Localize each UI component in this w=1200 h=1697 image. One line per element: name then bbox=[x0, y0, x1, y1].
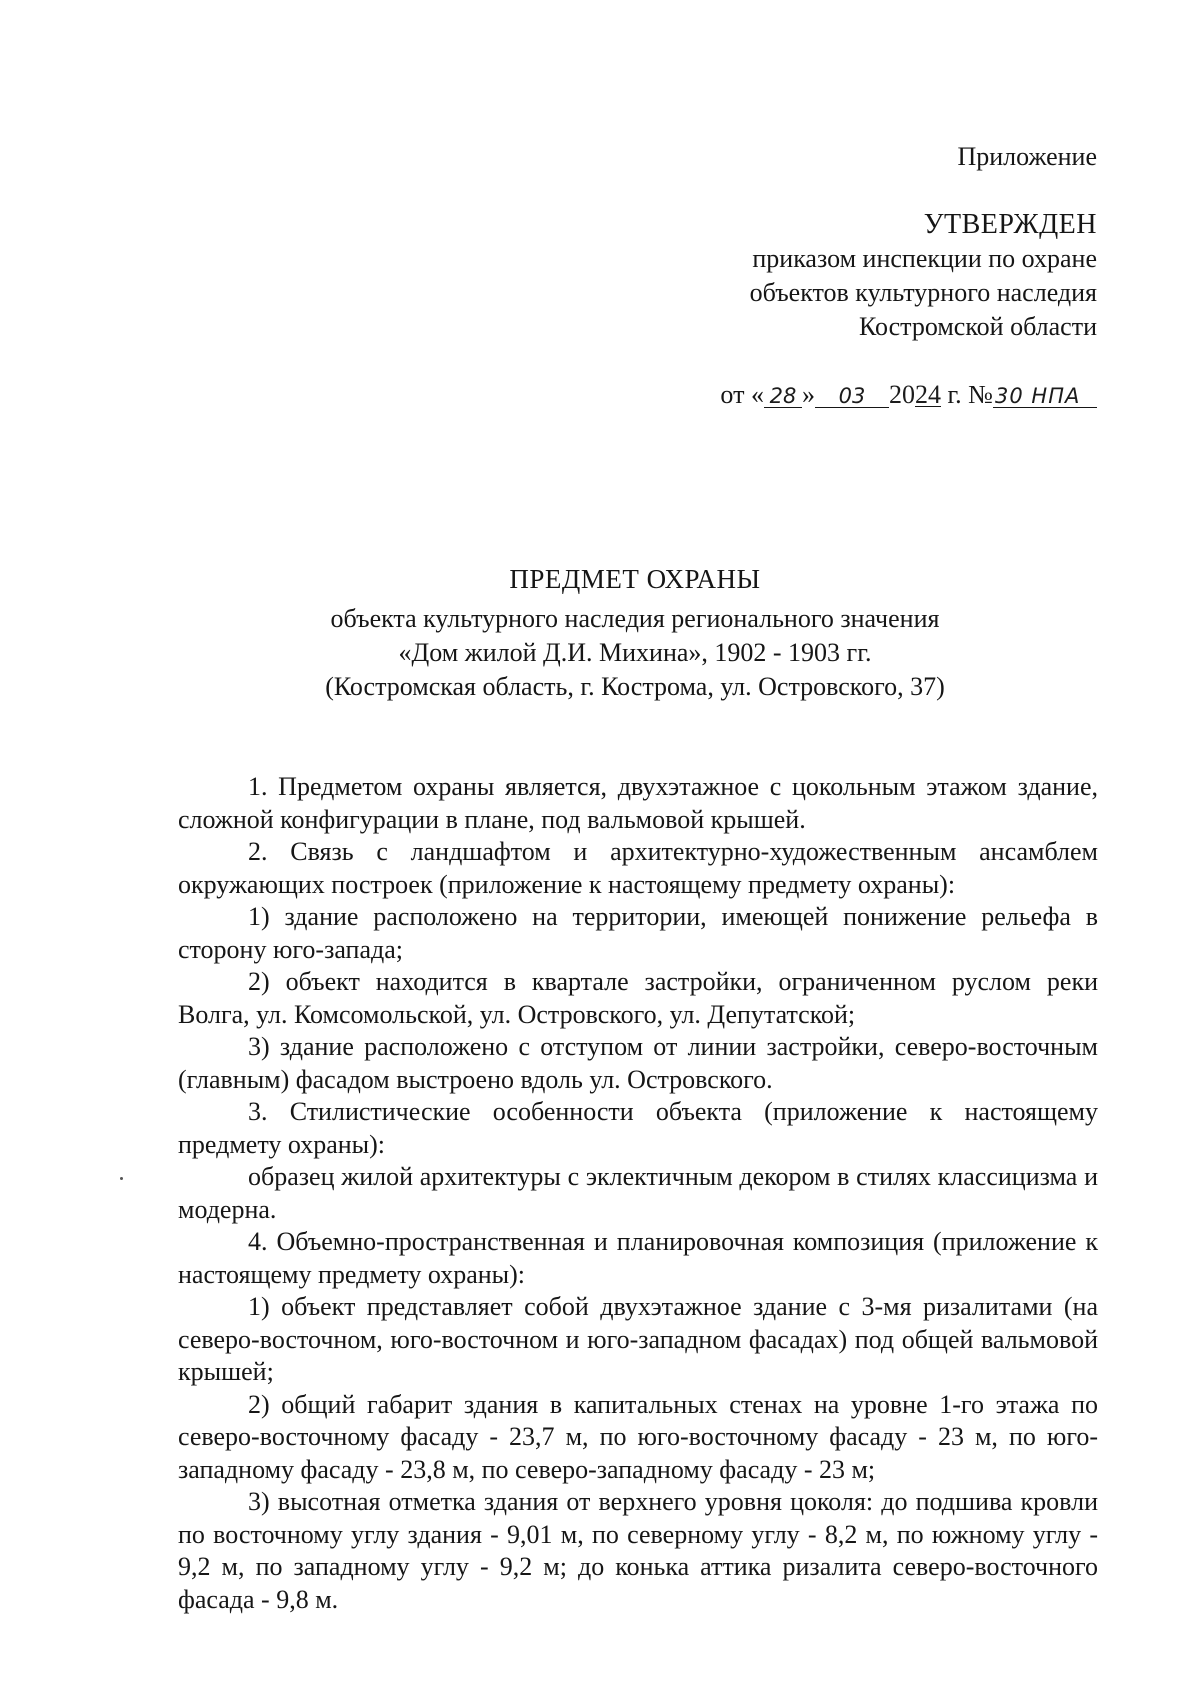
date-mid: » bbox=[801, 380, 815, 409]
document-body bbox=[178, 771, 1098, 1616]
approved-label: УТВЕРЖДЕН bbox=[923, 209, 1097, 240]
document-heading: ПРЕДМЕТ ОХРАНЫ bbox=[509, 564, 761, 594]
handwritten-month: 03 bbox=[815, 385, 889, 408]
year-end: 24 bbox=[914, 380, 941, 409]
approved-by-line: приказом инспекции по охране bbox=[752, 244, 1097, 273]
scan-speck bbox=[120, 1177, 123, 1180]
order-date-line bbox=[537, 378, 1097, 412]
paragraph: 1) объект представляет собой двухэтажное здание с 3-мя ризалитами (на северо-восточном, юго-восточном и юго-западном фасадах) под общей вальмовой крышей; bbox=[178, 1292, 1098, 1386]
approved-by-line: объектов культурного наследия bbox=[749, 278, 1097, 307]
paragraph: 1. Предметом охраны является, двухэтажное с цокольным этажом здание, сложной конфигурации в плане, под вальмовой крышей. bbox=[178, 772, 1098, 834]
approval-block bbox=[537, 140, 1097, 412]
approved-by-line: Костромской области bbox=[858, 312, 1097, 341]
title-line: «Дом жилой Д.И. Михина», 1902 - 1903 гг. bbox=[398, 638, 872, 667]
paragraph: 2) общий габарит здания в капитальных стенах на уровне 1-го этажа по северо-восточному фасаду - 23,7 м, по юго-восточному фасаду - 23 м, по юго-западному фасаду - 23,8 м, по северо-западному фасаду - 23 м; bbox=[178, 1389, 1098, 1484]
title-line: объекта культурного наследия регионального значения bbox=[330, 604, 940, 633]
paragraph: 2) объект находится в квартале застройки, ограниченном руслом реки Волга, ул. Комсомольской, ул. Островского, ул. Депутатской; bbox=[178, 967, 1098, 1029]
paragraph: 1) здание расположено на территории, имеющей понижение рельефа в сторону юго-запада; bbox=[178, 902, 1098, 964]
paragraph: 3. Стилистические особенности объекта (приложение к настоящему предмету охраны): bbox=[178, 1097, 1098, 1159]
paragraph: образец жилой архитектуры с эклектичным декором в стилях классицизма и модерна. bbox=[178, 1162, 1098, 1224]
paragraph: 3) здание расположено с отступом от линии застройки, северо-восточным (главным) фасадом выстроено вдоль ул. Островского. bbox=[178, 1032, 1098, 1094]
handwritten-order-number: 30 НПА bbox=[993, 385, 1097, 408]
appendix-label: Приложение bbox=[957, 142, 1097, 171]
year-start: 20 bbox=[888, 380, 915, 409]
date-prefix: от « bbox=[720, 380, 764, 409]
handwritten-day: 28 bbox=[764, 385, 802, 408]
paragraph: 4. Объемно-пространственная и планировочная композиция (приложение к настоящему предмету охраны): bbox=[178, 1227, 1098, 1289]
date-suffix: г. № bbox=[940, 380, 993, 409]
paragraph: 3) высотная отметка здания от верхнего уровня цоколя: до подшива кровли по восточному углу здания - 9,01 м, по северному углу - 8,2 м, по южному углу - 9,2 м, по западному углу - 9,2 м; до конька аттика ризалита северо-восточного фасада - 9,8 м. bbox=[178, 1487, 1098, 1614]
paragraph: 2. Связь с ландшафтом и архитектурно-художественным ансамблем окружающих построек (приложение к настоящему предмету охраны): bbox=[178, 837, 1098, 899]
document-title-block bbox=[175, 562, 1095, 704]
title-line: (Костромская область, г. Кострома, ул. Островского, 37) bbox=[325, 672, 945, 701]
